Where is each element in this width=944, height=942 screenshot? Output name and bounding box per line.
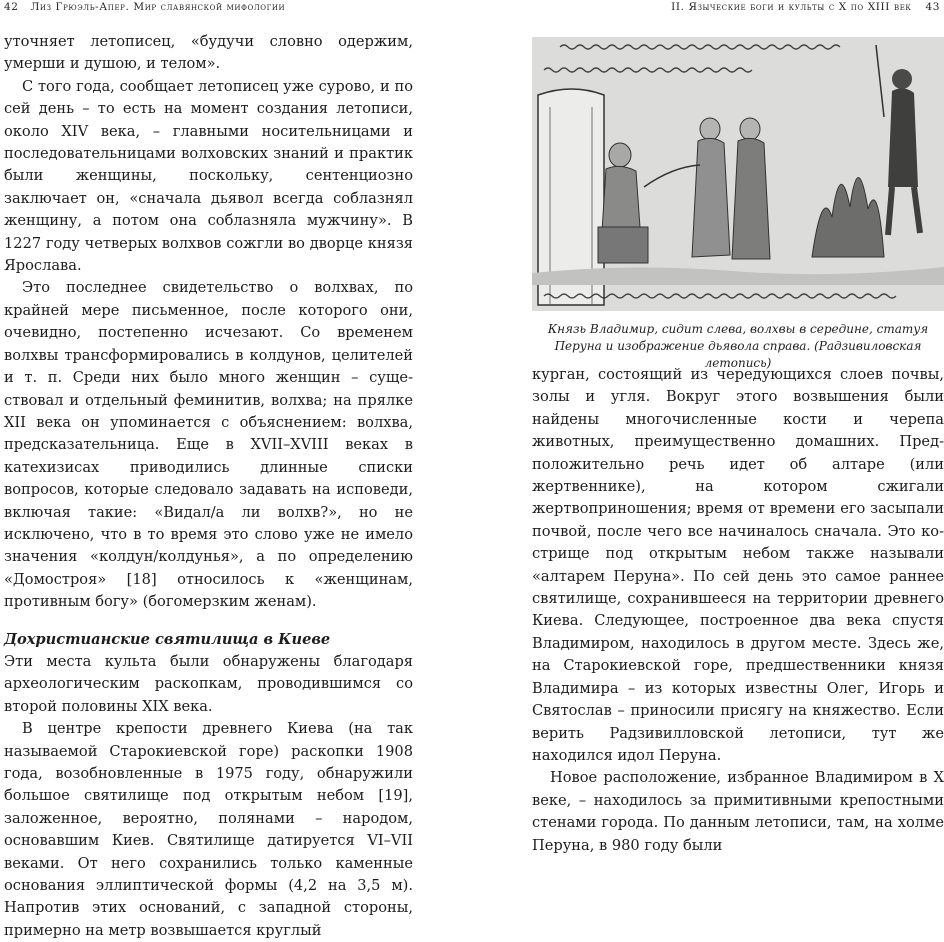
- right-page: [472, 0, 944, 854]
- paragraph: С того года, сообщает летописец уже сурово, и по сей день – то есть на момент создания летописи, около XIV века, – главными носительницами и последовательницами волховских знаний и практик были женщины, поскольку, сентенциозно заключает он, «сначала дьявол всегда соблазнял женщину, а потом она соблазняла мужчину». В 1227 году четверых волхвов сожгли во дворце князя Ярослава.: [4, 77, 413, 275]
- paragraph: Эти места культа были обнаружены благодаря археологическим раскопкам, проводившимся со второй половины XIX века.: [4, 652, 413, 715]
- page-number-left: 42: [4, 1, 19, 13]
- running-head-right: [622, 0, 940, 14]
- right-text-column: [532, 364, 944, 857]
- section-heading: Дохристианские святилища в Киеве: [4, 630, 331, 648]
- figure-caption: Князь Владимир, сидит слева, волхвы в середине, статуя Перуна и изображение дьявола справа. (Радзивиловская летопись): [547, 322, 929, 370]
- left-page: [0, 0, 472, 939]
- running-head-title-right: II. Языческие боги и культы с X по XIII век: [671, 1, 912, 13]
- paragraph: В центре крепости древнего Киева (на так называемой Старокиевской горе) раскопки 1908 года, возобновленные в 1975 году, обнаружили большое святилище под открытым небом [19], заложенное, вероятно, полянами – народом, основавшим Киев. Святилище датируется VI–VII веками. От него сохранились только каменные основания эллиптической формы (4,2 на 3,5 м). Напротив этих оснований, с западной стороны, примерно на метр возвышается круглый: [4, 720, 413, 939]
- left-text-column: [4, 31, 413, 942]
- paragraph: Это последнее свидетельство о волхвах, по крайней мере письменное, после которого они, очевидно, постепенно исчезают. Со временем волхвы трансформировались в колдунов, целителей и т. п. Среди них было много женщин – существовал и отдельный феминитив, волхва; на прялке XII века он упоминается с объяснением: волхва, предсказательница. Еще в XVII–XVIII веках в катехизисах приводились длинные списки вопросов, которые следовало задавать на исповеди, включая такие: «Видал/а ли волхв?», но не исключено, что в то время это слово уже не имело значения «колдун/колдунья», а по определению «Домостроя» [18] относилось к «женщинам, противным богу» (богомерзким женам).: [4, 279, 413, 611]
- page-number-right: 43: [925, 1, 940, 13]
- running-head-left: [4, 0, 412, 14]
- paragraph: уточняет летописец, «будучи словно одержим, умерши и душою, и телом».: [4, 33, 413, 73]
- chronicle-miniature-image: [532, 37, 944, 311]
- running-head-title-left: Лиз Грюэль-Апер. Мир славянской мифологии: [30, 1, 286, 13]
- paragraph: курган, состоящий из чередующихся слоев почвы, золы и угля. Вокруг этого возвышения были найдены многочисленные кости и черепа животных, преимущественно домашних. Предположительно речь идет об алтаре (или жертвеннике), на котором сжигали жертвоприношения; время от времени его засыпали почвой, после чего все начиналось сначала. Это кострище под открытым небом также называли «алтарем Перуна». По сей день это самое раннее святилище, сохранившееся на территории древнего Киева. Следующее, построенное два века спустя Владимиром, находилось в другом месте. Здесь же, на Старокиевской горе, предшественники князя Владимира – из которых известны Олег, Игорь и Святослав – приносили присягу на княжество. Если верить Радзивилловской летописи, тут же находился идол Перуна.: [532, 366, 944, 764]
- paragraph: Новое расположение, избранное Владимиром в X веке, – находилось за примитивными крепостными стенами города. По данным летописи, там, на холме Перуна, в 980 году были: [532, 769, 944, 854]
